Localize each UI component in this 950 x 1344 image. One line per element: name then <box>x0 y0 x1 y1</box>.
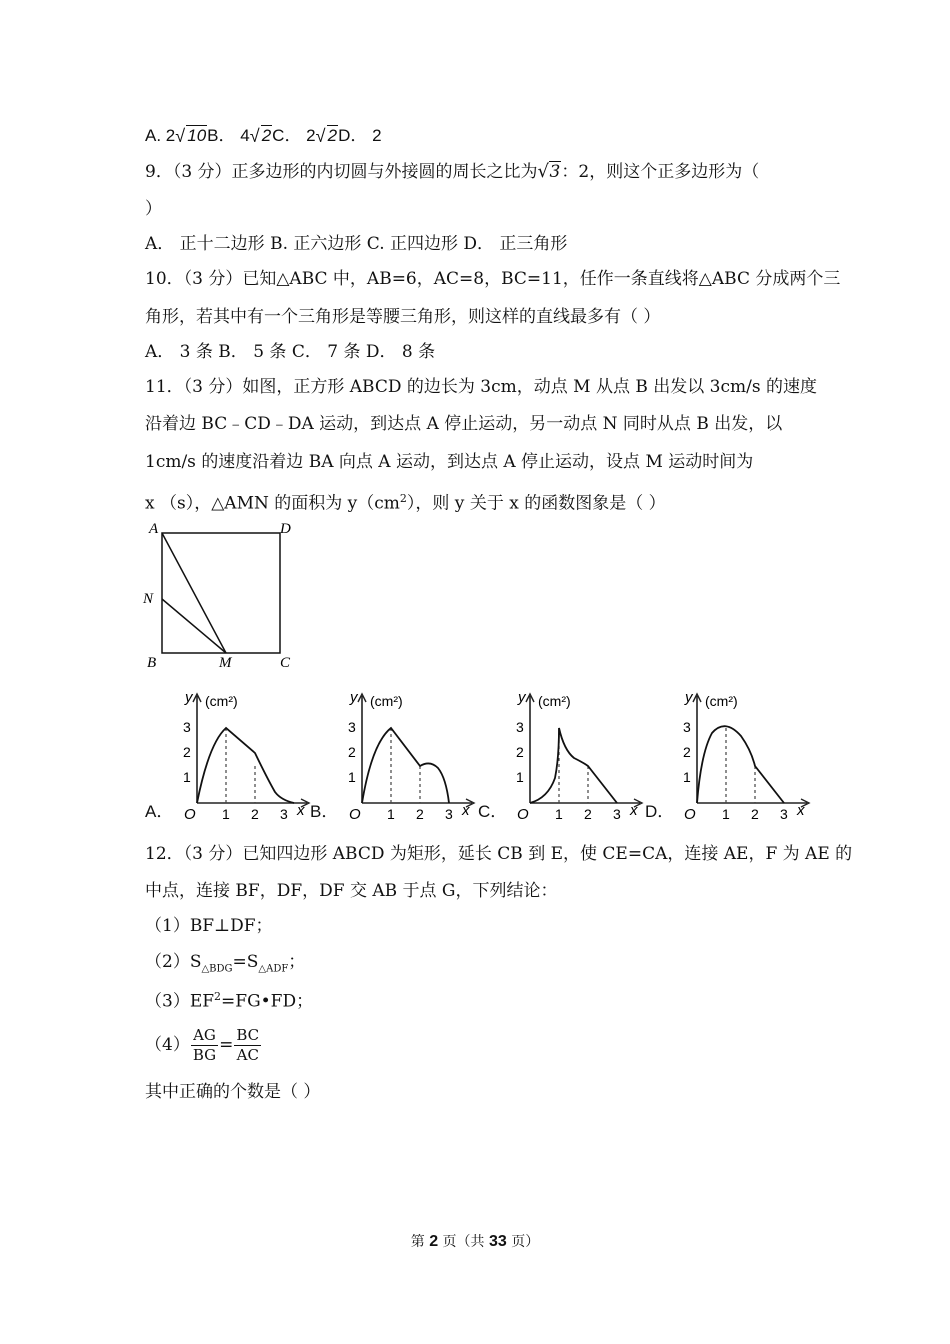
tick-x-2: 2 <box>416 806 424 822</box>
option-label-b: B． <box>310 802 339 821</box>
function-curve <box>362 728 449 803</box>
tick-y-3: 3 <box>683 719 691 735</box>
y-axis-label: y <box>685 689 693 706</box>
q9-options: A． 正十二边形 B. 正六边形 C. 正四边形 D． 正三角形 <box>145 234 568 254</box>
tick-x-2: 2 <box>584 806 592 822</box>
tick-y-2: 2 <box>348 744 356 760</box>
tick-y-2: 2 <box>183 744 191 760</box>
unit-label: (cm²) <box>538 693 571 709</box>
tick-x-3: 3 <box>280 806 288 822</box>
tick-y-2: 2 <box>516 744 524 760</box>
q12-question: 其中正确的个数是（ ） <box>145 1082 321 1102</box>
tick-y-3: 3 <box>183 719 191 735</box>
sqrt-10: √ 10 <box>175 126 207 146</box>
q11-line4: x （s），△AMN 的面积为 $y(cm^2)$，则 y 关于 x 的函数图象是（ ） <box>145 492 666 514</box>
fraction-ag-bg: $\frac{AG}{BG}$ <box>192 1026 217 1064</box>
y-axis-label: y <box>185 689 193 706</box>
label-c: C <box>280 655 291 671</box>
y-axis-label: y <box>350 689 358 706</box>
tick-y-1: 1 <box>683 769 691 785</box>
label-b: B <box>147 655 157 671</box>
origin-label: O <box>684 806 696 823</box>
segment-nm <box>162 599 226 653</box>
origin-label: O <box>517 806 529 823</box>
sqrt-2-b: √ 2 <box>249 126 272 146</box>
page-footer: 第 2 页（共 33 页） <box>410 1233 540 1250</box>
q10-options: A． 3 条 B． 5 条 C． 7 条 D． 8 条 <box>145 342 436 362</box>
q10-line2: 角形，若其中有一个三角形是等腰三角形，则这样的直线最多有（ ） <box>145 307 661 327</box>
unit-label: (cm²) <box>370 693 403 709</box>
fraction-bc-ac: $\frac{BC}{AC}$ <box>236 1026 260 1064</box>
square-abcd <box>162 533 280 653</box>
tick-y-3: 3 <box>348 719 356 735</box>
function-curve <box>697 726 784 803</box>
tick-x-1: 1 <box>722 806 730 822</box>
q12-line2: 中点，连接 BF，DF，DF 交 AB 于点 G，下列结论： <box>145 881 558 901</box>
unit-label: (cm²) <box>205 693 238 709</box>
sqrt-3: √ 3 <box>537 161 561 182</box>
tick-x-3: 3 <box>780 806 788 822</box>
q9-line1: 9．（3 分）正多边形的内切圆与外接圆的周长之比为 √ 3：2，则这个正多边形为（ <box>145 161 760 182</box>
origin-label: O <box>349 806 361 823</box>
function-curve <box>530 728 617 803</box>
function-curve <box>197 728 294 803</box>
tick-x-2: 2 <box>251 806 259 822</box>
x-axis-label: x <box>462 802 470 819</box>
label-a: A <box>149 521 159 537</box>
option-label-c: C． <box>478 802 508 821</box>
x-axis-label: x <box>297 802 305 819</box>
tick-x-3: 3 <box>613 806 621 822</box>
tick-y-1: 1 <box>516 769 524 785</box>
q10-line1: 10．（3 分）已知△ABC 中，AB=6，AC=8，BC=11，任作一条直线将△ABC 分成两个三 <box>145 269 841 289</box>
q8-options: A. 2 √ 10B． 4 √ 2C． 2 √ 2D． 2 <box>145 126 382 146</box>
tick-y-3: 3 <box>516 719 524 735</box>
tick-x-1: 1 <box>555 806 563 822</box>
graph-option-c <box>490 688 638 823</box>
q12-conclusion-2: $(2)S_{\triangle BDG}=S_{\triangle ADF}$； <box>145 952 306 975</box>
q12-conclusion-4: （4） $\frac{AG}{BG}$ = $\frac{BC}{AC}$ <box>145 1026 260 1064</box>
y-axis-label: y <box>518 689 526 706</box>
sqrt-2-c: √ 2 <box>315 126 338 146</box>
q12-conclusion-3: $(3)EF^2=FG•FD$； <box>145 990 314 1012</box>
label-n: N <box>143 591 154 607</box>
tick-y-2: 2 <box>683 744 691 760</box>
x-axis-label: x <box>630 802 638 819</box>
tick-x-1: 1 <box>222 806 230 822</box>
tick-x-3: 3 <box>445 806 453 822</box>
origin-label: O <box>184 806 196 823</box>
option-label-a: A． <box>145 802 174 821</box>
graph-option-d <box>657 688 805 823</box>
segment-am <box>162 533 226 653</box>
x-axis-label: x <box>797 802 805 819</box>
option-label-d: D． <box>645 802 675 821</box>
q12-line1: 12．（3 分）已知四边形 ABCD 为矩形，延长 CB 到 E，使 CE=CA，连接 AE，F 为 AE 的 <box>145 844 853 864</box>
tick-y-1: 1 <box>183 769 191 785</box>
tick-y-1: 1 <box>348 769 356 785</box>
q11-line1: 11．（3 分）如图，正方形 ABCD 的边长为 3cm，动点 M 从点 B 出发以 3cm/s 的速度 <box>145 377 817 397</box>
label-m: M <box>219 655 232 671</box>
graph-option-b <box>322 688 470 823</box>
q9-line2: ） <box>145 199 162 219</box>
unit-label: (cm²) <box>705 693 738 709</box>
square-figure <box>140 515 300 675</box>
tick-x-1: 1 <box>387 806 395 822</box>
label-d: D <box>280 521 291 537</box>
q11-line2: 沿着边 BC﹣CD﹣DA 运动，到达点 A 停止运动，另一动点 N 同时从点 B 出发，以 <box>145 414 783 434</box>
q12-conclusion-1: （1）BF⊥DF； <box>145 916 273 936</box>
q11-line3: 1cm/s 的速度沿着边 BA 向点 A 运动，到达点 A 停止运动，设点 M 运动时间为 <box>145 452 754 472</box>
graph-option-a <box>157 688 305 823</box>
tick-x-2: 2 <box>751 806 759 822</box>
